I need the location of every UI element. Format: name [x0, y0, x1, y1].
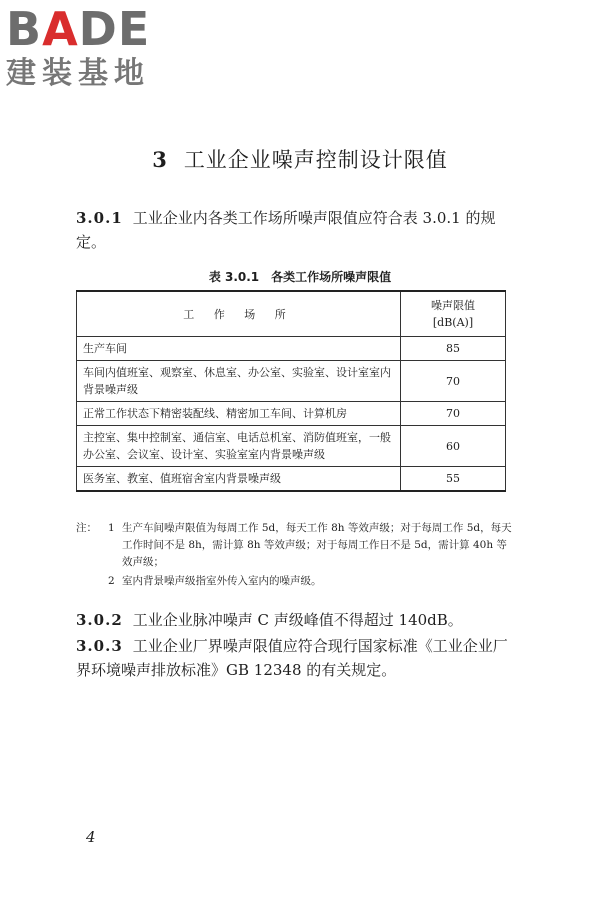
clause-text: 工业企业厂界噪声限值应符合现行国家标准《工业企业厂界环境噪声排放标准》GB 12348 的有关规定。: [76, 637, 508, 679]
limit-cell: 70: [401, 361, 506, 402]
header-limit: [401, 291, 506, 337]
limit-cell: 85: [401, 337, 506, 361]
table-row: [77, 467, 506, 492]
clause-3-0-2: [76, 608, 516, 632]
place-cell: 正常工作状态下精密装配线、精密加工车间、计算机房: [77, 402, 401, 426]
table-title: 各类工作场所噪声限值: [271, 270, 392, 284]
chapter-title-text: 工业企业噪声控制设计限值: [183, 148, 448, 172]
chapter-number: 3: [152, 147, 168, 172]
note-text: 生产车间噪声限值为每周工作 5d，每天工作 8h 等效声级；对于每周工作 5d，每天工作时间不是 8h，需计算 8h 等效声级；对于每周工作日不是 5d，需计算 40h 等效声级；: [122, 522, 512, 568]
header-place: 工 作 场 所: [77, 291, 401, 337]
clause-number: 3.0.3: [76, 637, 123, 655]
notes-prefix: 注：: [76, 522, 97, 534]
place-cell: 车间内值班室、观察室、休息室、办公室、实验室、设计室室内背景噪声级: [77, 361, 401, 402]
noise-limit-table: [76, 290, 506, 492]
limit-cell: 60: [401, 426, 506, 467]
header-limit-line1: 噪声限值: [431, 299, 475, 312]
limit-cell: 55: [401, 467, 506, 492]
table-row: [77, 402, 506, 426]
table-row: [77, 426, 506, 467]
note-item: [76, 573, 516, 590]
limit-cell: 70: [401, 402, 506, 426]
page-number: 4: [86, 828, 96, 846]
header-limit-line2: [dB(A)]: [432, 316, 474, 329]
clause-3-0-1: [76, 206, 516, 254]
note-number: 1: [108, 522, 115, 534]
logo-latin-text: BADE: [6, 2, 151, 56]
table-number: 表 3.0.1: [208, 270, 260, 284]
place-cell: 医务室、教室、值班宿舍室内背景噪声级: [77, 467, 401, 492]
note-number: 2: [108, 575, 115, 587]
note-text: 室内背景噪声级指室外传入室内的噪声级。: [122, 575, 322, 587]
table-header-row: [77, 291, 506, 337]
logo-cjk-text: 建装基地: [6, 56, 150, 91]
bade-logo: [6, 4, 176, 96]
place-cell: 主控室、集中控制室、通信室、电话总机室、消防值班室，一般办公室、会议室、设计室、实验室室内背景噪声级: [77, 426, 401, 467]
place-cell: 生产车间: [77, 337, 401, 361]
table-row: [77, 361, 506, 402]
clause-number: 3.0.1: [76, 209, 123, 227]
table-caption: [0, 268, 600, 285]
clause-3-0-3: [76, 634, 516, 682]
table-row: [77, 337, 506, 361]
clause-text: 工业企业内各类工作场所噪声限值应符合表 3.0.1 的规定。: [76, 209, 496, 251]
chapter-title: [0, 146, 600, 174]
table-notes: [76, 520, 516, 590]
clause-text: 工业企业脉冲噪声 C 声级峰值不得超过 140dB。: [132, 611, 463, 629]
note-item: [76, 520, 516, 571]
clause-number: 3.0.2: [76, 611, 123, 629]
